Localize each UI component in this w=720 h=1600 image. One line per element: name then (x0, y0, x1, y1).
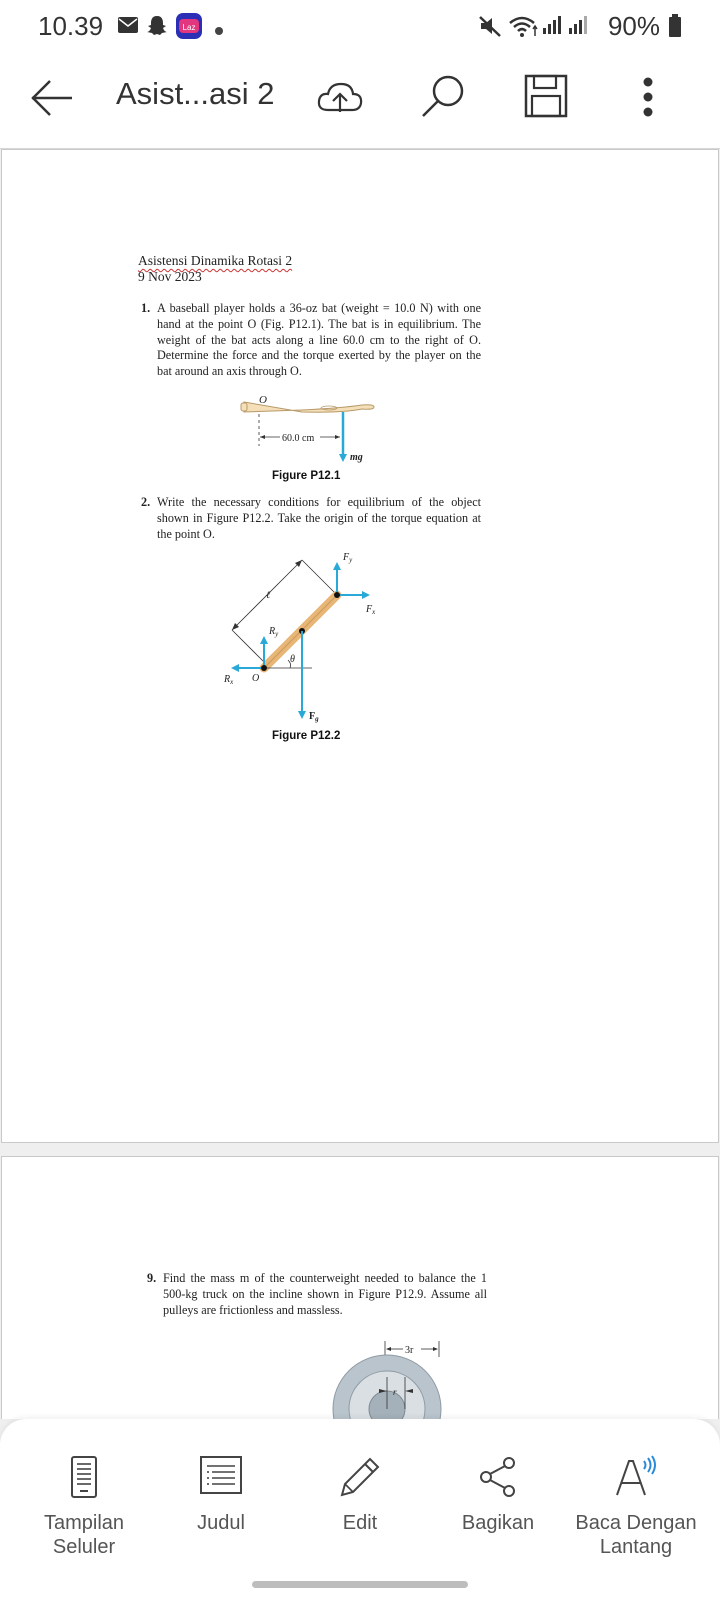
status-time: 10.39 (38, 11, 104, 41)
notification-dot-icon (215, 22, 223, 40)
problem-9 (147, 1271, 487, 1318)
signal-1-icon (542, 14, 564, 41)
share-button[interactable] (428, 1419, 568, 1569)
fg-arrow (298, 711, 306, 719)
snapchat-icon (146, 14, 168, 41)
battery-icon (668, 14, 682, 43)
pencil-icon (338, 1455, 382, 1499)
problem-1-text: A baseball player holds a 36-oz bat (weight = 10.0 N) with one hand at the point O (Fig. P12.1). The bat is in equilibrium. The weight of the bat acts along a line 60.0 cm to the right of O. Determine the force and the torque exerted by the player on the bat around an axis through O. (157, 301, 481, 379)
status-bar (0, 0, 720, 52)
save-icon[interactable] (524, 74, 568, 123)
document-title: Asist...asi 2 (116, 76, 275, 111)
home-indicator[interactable] (252, 1581, 468, 1588)
figure-2-rx: $R_x$ (224, 674, 234, 686)
read-aloud-icon (613, 1455, 659, 1499)
mobile-view-button[interactable] (14, 1419, 154, 1569)
fx-arrow (362, 591, 370, 599)
bat-knob (241, 403, 247, 411)
figure-p12-9 (327, 1337, 447, 1419)
app-bar (0, 52, 720, 149)
wifi-icon (508, 14, 540, 43)
cloud-upload-icon[interactable] (316, 80, 364, 121)
figure-2-length: ℓ (266, 590, 271, 601)
email-icon (118, 17, 138, 38)
lazada-icon (176, 13, 202, 44)
figure-2-fg: $F_g$ (309, 711, 319, 723)
ry-arrow (260, 636, 268, 644)
problem-2-text: Write the necessary conditions for equilibrium of the object shown in Figure P12.2. Take the origin of the torque equation at the point O. (157, 495, 481, 541)
fy-arrow (333, 562, 341, 570)
problem-9-number: 9. (147, 1271, 157, 1285)
read-aloud-button[interactable] (566, 1419, 706, 1569)
mobile-view-label: Tampilan Seluler (43, 1512, 125, 1558)
figure-p12-2 (212, 548, 392, 728)
figure-1-distance: 60.0 cm (282, 433, 315, 444)
headings-button[interactable] (151, 1419, 291, 1569)
figure-1-force: mg (350, 452, 363, 463)
document-page-2 (1, 1156, 719, 1419)
headings-label: Judul (197, 1512, 245, 1534)
figure-2-angle: θ (290, 654, 295, 665)
document-viewer[interactable] (0, 149, 720, 1419)
problem-1-number: 1. (141, 301, 151, 315)
read-aloud-label: Baca Dengan Lantang (575, 1512, 697, 1558)
figure-9-3r: 3r (405, 1345, 414, 1356)
mobile-view-icon (70, 1455, 98, 1499)
search-icon[interactable] (420, 74, 466, 125)
figure-2-fx: $F_x$ (366, 604, 376, 616)
back-arrow-icon[interactable] (30, 78, 74, 123)
figure-2-caption: Figure P12.2 (272, 730, 341, 742)
problem-1 (141, 301, 481, 380)
figure-9-r: r (393, 1387, 397, 1397)
figure-p12-1 (232, 386, 392, 466)
problem-9-text: Find the mass m of the counterweight needed to balance the 1 500-kg truck on the incline shown in Figure P12.9. Assume all pulleys are frictionless and massless. (163, 1271, 487, 1317)
battery-percent: 90% (607, 11, 660, 41)
more-options-icon[interactable] (640, 76, 656, 125)
document-header-title: Asistensi Dinamika Rotasi 2 (138, 253, 293, 268)
problem-2 (141, 495, 481, 542)
document-header-date: 9 Nov 2023 (138, 269, 202, 284)
signal-2-icon (568, 14, 590, 41)
edit-label: Edit (342, 1512, 378, 1534)
share-icon (476, 1455, 520, 1499)
figure-2-fy: $F_y$ (343, 552, 353, 564)
figure-1-label-o: O (259, 394, 267, 406)
headings-icon (199, 1455, 243, 1495)
figure-1-caption: Figure P12.1 (272, 470, 341, 482)
bottom-toolbar (0, 1419, 720, 1600)
rx-arrow (231, 664, 239, 672)
lazada-badge-text: Laz (182, 23, 196, 32)
problem-2-number: 2. (141, 495, 151, 509)
mute-icon (478, 14, 502, 43)
share-label: Bagikan (461, 1512, 535, 1534)
figure-2-origin: O (252, 673, 260, 684)
figure-2-ry: $R_y$ (269, 626, 279, 638)
edit-button[interactable] (290, 1419, 430, 1569)
document-page-1 (1, 149, 719, 1143)
